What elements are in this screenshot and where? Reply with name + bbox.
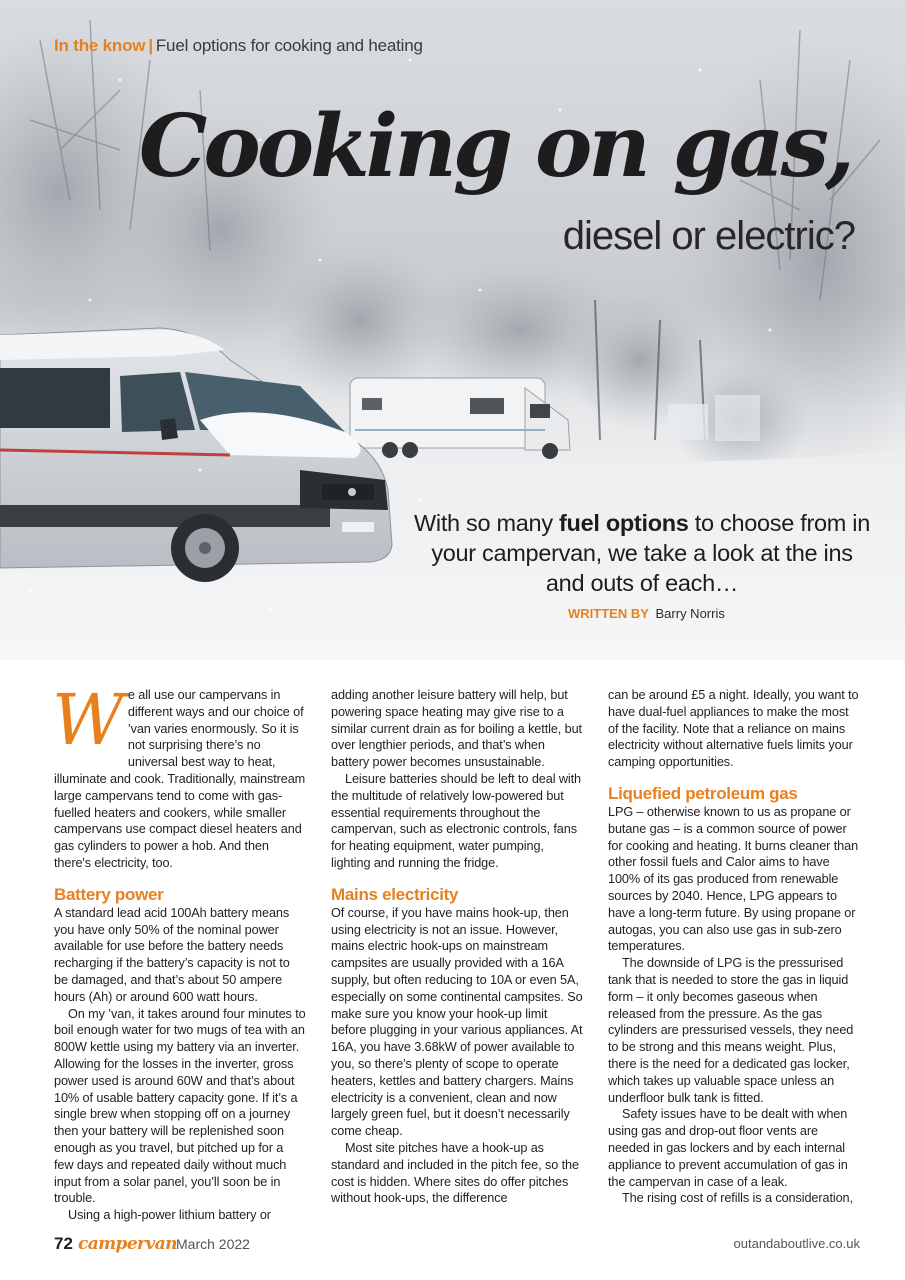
paragraph: The rising cost of refills is a consideration,	[622, 1191, 853, 1206]
article-subtitle: diesel or electric?	[562, 214, 855, 258]
heading-mains-electricity: Mains electricity	[331, 884, 459, 904]
paragraph: Most site pitches have a hook-up as standard and included in the pitch fee, so the cost is hidden. Where sites do offer pitches without hook-ups, the difference	[331, 1140, 579, 1206]
kicker-separator: |	[148, 36, 153, 55]
page-footer	[54, 1234, 860, 1256]
column-1	[52, 679, 306, 1224]
drop-cap: W	[52, 679, 124, 761]
magazine-logo: campervan	[78, 1234, 177, 1254]
article-body	[52, 679, 860, 1223]
paragraph: LPG – otherwise known to us as propane or butane gas – is a common source of power for cooking and heating. It burns cleaner than other fossil fuels and Calor aims to have 100% of its gas produced from renewable sources by 2040. Hence, LPG appears to have a long-term future. By using propane or autogas, you can also use gas in sub-zero temperatures.	[608, 804, 859, 954]
article-title: Cooking on gas,	[138, 96, 851, 197]
paragraph: On my ’van, it takes around four minutes to boil enough water for two mugs of tea with an 800W kettle using my battery via an inverter. Allowing for the losses in the inverter, gross power used is around 60W and that’s about 10% of usable battery capacity gone. If it’s a single brew when stopping off on a journey then your battery will be replenished soon enough as you travel, but pitched up for a few days and repeated daily without much input from a solar panel, you’ll soon be in trouble.	[54, 1006, 306, 1206]
author-name: Barry Norris	[655, 606, 725, 621]
paragraph: can be around £5 a night. Ideally, you want to have dual-fuel appliances to make the most of the facility. Note that a reliance on mains electricity without alternative fuels limits your camping opportunities.	[608, 688, 859, 770]
section-label: In the know	[54, 36, 146, 55]
standfirst-post: to choose from in your campervan, we take a look at the ins and outs of each…	[431, 510, 870, 596]
byline-label: WRITTEN BY	[568, 606, 649, 621]
paragraph: The downside of LPG is the pressurised tank that is needed to store the gas in liquid form – it only becomes gaseous when released from the pressure. As the gas cylinders are pressurised vessels, they need to be strong and this means weight. Plus, there is the need for a dedicated gas locker, which takes up valuable space unless an underfloor bulk tank is fitted.	[608, 956, 854, 1105]
byline	[568, 606, 725, 621]
standfirst-bold: fuel options	[559, 510, 689, 536]
paragraph: adding another leisure battery will help, but powering space heating may give rise to a similar current drain as for boiling a kettle, but over lengthier periods, and that’s when battery power becomes unsustainable.	[331, 688, 582, 770]
website-url: outandaboutlive.co.uk	[733, 1236, 860, 1251]
section-topic: Fuel options for cooking and heating	[155, 36, 423, 55]
paragraph: Safety issues have to be dealt with when using gas and drop-out floor vents are needed in gas lockers and by each internal appliance to prevent accumulation of gas in the campervan in case of a leak.	[608, 1107, 848, 1189]
standfirst	[412, 508, 872, 598]
page-number: 72	[54, 1234, 73, 1253]
paragraph: A standard lead acid 100Ah battery means you have only 50% of the nominal power available for use before the battery needs recharging if the battery’s capacity is not to be damaged, and that’s about 50 ampere hours (Ah) or around 600 watt hours.	[54, 905, 290, 1004]
paragraph: Using a high-power lithium battery or	[68, 1208, 271, 1223]
column-3	[608, 687, 860, 1207]
intro-text: e all use our campervans in different ways and our choice of ’van varies enormously. So it is not surprising there’s no universal best way to heat, illuminate and cook. Traditionally, mainstream large campervans tend to come with gas-fuelled heaters and cookers, while smaller campervans use compact diesel heaters and gas cylinders to power a hob. And then there's electricity, too.	[54, 688, 306, 870]
issue-date: March 2022	[176, 1236, 250, 1252]
column-2	[331, 687, 583, 1207]
paragraph: Leisure batteries should be left to deal with the multitude of relatively low-powered but essential requirements throughout the campervan, such as electronic controls, fans for heating equipment, water pumping, lighting and running the fridge.	[331, 771, 582, 870]
paragraph: Of course, if you have mains hook-up, then using electricity is not an issue. However, mains electric hook-ups on mainstream campsites are usually provided with a 16A supply, but often reducing to 10A or even 5A, especially on some continental campsites. So make sure you know your hook-up limit before plugging in your various appliances. At 16A, you have 3.68kW of power available to you, so there’s plenty of scope to operate heaters, kettles and battery chargers. Mains electricity is a convenient, clean and now largely green fuel, but it doesn’t necessarily come cheap.	[331, 905, 583, 1139]
intro-paragraph	[52, 679, 306, 872]
heading-battery-power: Battery power	[54, 884, 164, 904]
heading-lpg: Liquefied petroleum gas	[608, 783, 798, 803]
standfirst-pre: With so many	[414, 510, 560, 536]
section-kicker	[54, 36, 423, 56]
